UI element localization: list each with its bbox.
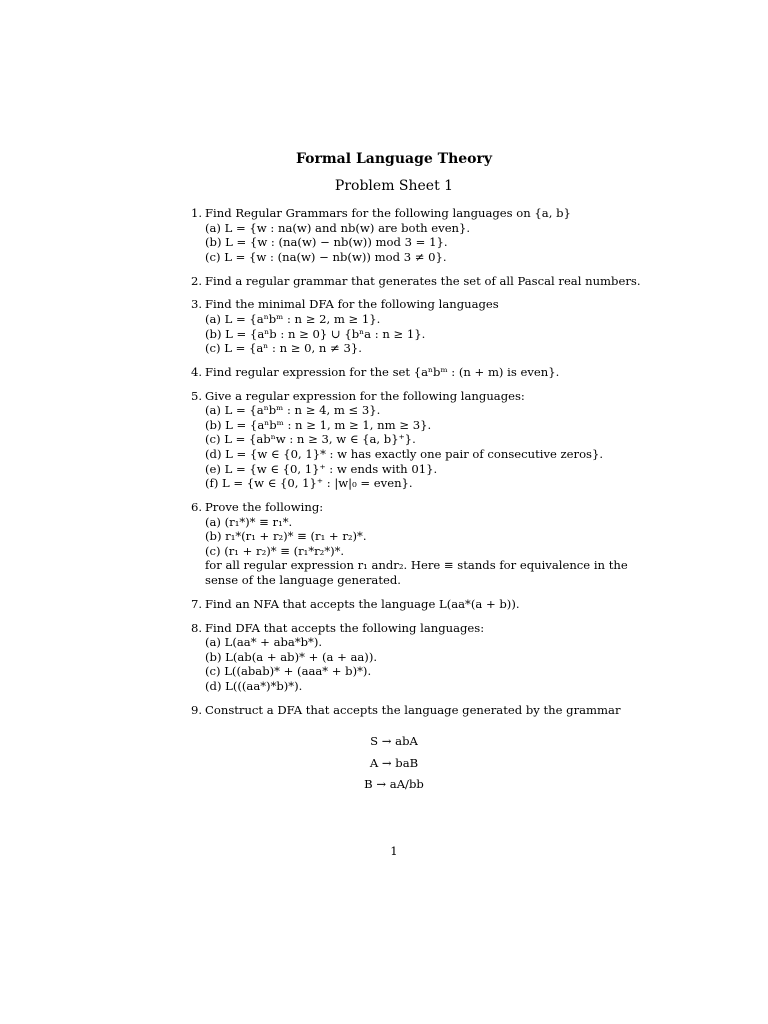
problem-part: (f) L = {w ∈ {0, 1}⁺ : |w|₀ = even}. xyxy=(205,476,413,491)
problem-number: 4. xyxy=(190,364,202,379)
problem-number: 3. xyxy=(190,297,202,312)
grammar-rule: A → baB xyxy=(369,755,419,770)
problem-number: 7. xyxy=(190,596,202,611)
problem-part: (a) (r₁*)* ≡ r₁*. xyxy=(205,514,293,529)
grammar-rules xyxy=(0,734,768,799)
problem-text: Find an NFA that accepts the language L(aa*(a + b)). xyxy=(205,596,520,611)
grammar-rule: B → aA/bb xyxy=(364,777,424,792)
problem-text: Find regular expression for the set {aⁿbᵐ : (n + m) is even}. xyxy=(205,364,560,379)
problem-text: Give a regular expression for the following languages: xyxy=(205,388,525,403)
problem-part: (e) L = {w ∈ {0, 1}⁺ : w ends with 01}. xyxy=(205,461,438,476)
problem-item xyxy=(186,297,626,355)
problem-part: (b) L = {aⁿb : n ≥ 0} ∪ {bⁿa : n ≥ 1}. xyxy=(205,326,426,341)
problem-number: 9. xyxy=(190,702,202,717)
problem-item xyxy=(186,500,626,588)
problem-text: Find DFA that accepts the following languages: xyxy=(205,620,485,635)
problem-item xyxy=(186,597,626,612)
problem-part: (a) L = {aⁿbᵐ : n ≥ 4, m ≤ 3}. xyxy=(205,403,381,418)
problem-number: 1. xyxy=(190,206,202,220)
problem-list xyxy=(186,206,641,727)
problem-text: Prove the following: xyxy=(205,500,324,515)
problem-item xyxy=(186,206,626,264)
problem-part: (b) L = {aⁿbᵐ : n ≥ 1, m ≥ 1, nm ≥ 3}. xyxy=(205,417,432,432)
problem-part: (b) L = {w : (na(w) − nb(w)) mod 3 = 1}. xyxy=(205,235,448,250)
problem-number: 6. xyxy=(190,500,202,515)
document-subtitle: Problem Sheet 1 xyxy=(334,178,454,194)
document-title: Formal Language Theory xyxy=(295,151,493,167)
problem-part: (a) L = {w : na(w) and nb(w) are both even}. xyxy=(205,220,471,235)
problem-item xyxy=(186,703,626,718)
problem-part: (a) L(aa* + aba*b*). xyxy=(205,635,323,650)
grammar-rule: S → abA xyxy=(370,734,418,748)
problem-part: (d) L(((aa*)*b)*). xyxy=(205,678,303,693)
problem-part: (c) (r₁ + r₂)* ≡ (r₁*r₂*)*. xyxy=(205,543,345,558)
problem-part: (c) L((abab)* + (aaa* + b)*). xyxy=(205,664,372,679)
problem-part: (c) L = {aⁿ : n ≥ 0, n ≠ 3}. xyxy=(205,341,362,356)
problem-closing-text: for all regular expression r₁ andr₂. Here ≡ stands for equivalence in the sense of the language generated. xyxy=(205,558,628,587)
problem-text: Construct a DFA that accepts the language generated by the grammar xyxy=(205,702,621,717)
problem-number: 5. xyxy=(190,388,202,403)
page-number: 1 xyxy=(390,844,398,858)
problem-number: 8. xyxy=(190,620,202,635)
problem-item xyxy=(186,621,626,694)
problem-part: (d) L = {w ∈ {0, 1}* : w has exactly one pair of consecutive zeros}. xyxy=(205,447,604,462)
problem-item xyxy=(186,365,626,380)
problem-text: Find a regular grammar that generates the set of all Pascal real numbers. xyxy=(205,273,641,288)
problem-part: (a) L = {aⁿbᵐ : n ≥ 2, m ≥ 1}. xyxy=(205,311,381,326)
problem-text: Find the minimal DFA for the following languages xyxy=(205,297,499,312)
problem-item xyxy=(186,273,641,289)
problem-item xyxy=(186,389,626,491)
problem-part: (c) L = {abⁿw : n ≥ 3, w ∈ {a, b}⁺}. xyxy=(205,432,416,447)
problem-number: 2. xyxy=(190,273,202,288)
problem-part: (c) L = {w : (na(w) − nb(w)) mod 3 ≠ 0}. xyxy=(205,249,447,264)
problem-part: (b) L(ab(a + ab)* + (a + aa)). xyxy=(205,649,378,664)
problem-part: (b) r₁*(r₁ + r₂)* ≡ (r₁ + r₂)*. xyxy=(205,529,367,544)
problem-text: Find Regular Grammars for the following languages on {a, b} xyxy=(205,206,571,220)
